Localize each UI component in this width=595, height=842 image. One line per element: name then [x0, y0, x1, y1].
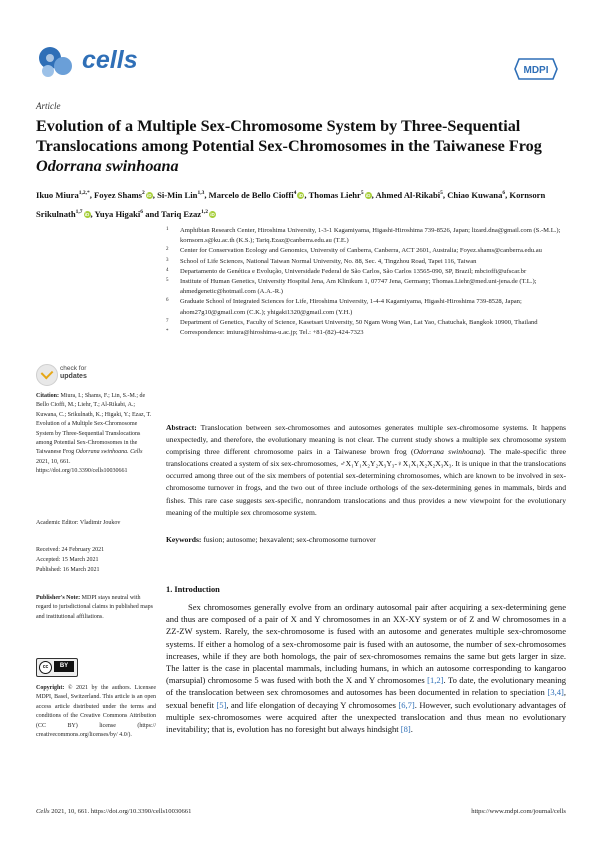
citation-journal: Cells — [130, 449, 143, 456]
author-separator: and — [143, 208, 162, 219]
author-affiliation-sup: 5 — [360, 190, 364, 196]
affiliation-item — [166, 277, 566, 297]
citation-species: Odorrana swinhoana. — [75, 449, 129, 456]
affiliation-text: Department of Genetics, Faculty of Science, Kasetsart University, 50 Ngam Wong Wan, Lat Yao, Chatuchak, Bangkok 10900, Thailand — [180, 318, 538, 326]
publisher-name: MDPI — [523, 65, 549, 76]
author-name[interactable]: Foyez Shams — [94, 189, 143, 200]
footer-journal: Cells — [36, 808, 50, 815]
affiliation-number: 1 — [166, 227, 169, 232]
affiliation-text: School of Life Sciences, National Taiwan Normal University, No. 88, Sec. 4, Tingzhou Road, Tapei 116, Taiwan — [180, 257, 477, 265]
affiliation-number: * — [166, 329, 169, 335]
affiliation-number: 5 — [166, 278, 169, 284]
copyright-label: Copyright: — [36, 685, 65, 691]
publisher-logo[interactable] — [514, 58, 558, 80]
check-for-updates-button[interactable] — [36, 364, 156, 386]
page-footer — [36, 808, 566, 815]
citation-link[interactable]: [1,2] — [427, 675, 444, 686]
copyright-block — [36, 684, 156, 740]
author-separator: , — [304, 189, 309, 200]
copyright-text: © 2021 by the authors. Licensee MDPI, Basel, Switzerland. This article is an open access article distributed under the terms and conditions of the Creative Commons Attribution (CC BY) license (https:// creativecommons.org/licenses/by/ 4.0/). — [36, 685, 156, 739]
intro-text: . However, such evolutionary advantages of multiple sex-chromosomes were acquired after the unexpected translocation and thus mean no evolutionary inevitability; that is, evolution has no foresight but always hindsight — [166, 699, 566, 735]
title-main: Evolution of a Multiple Sex-Chromosome System by Three-Sequential Translocations among Potential Sex-Chromosomes in the Taiwanese Frog — [36, 117, 542, 155]
affiliation-item — [166, 318, 566, 328]
affiliation-item — [166, 297, 566, 317]
affiliation-text: Amphibian Research Center, Hiroshima University, 1-3-1 Kagamiyama, Higashi-Hiroshima 739-8526, Japan; lizard.dna@gmail.com (S.-M.L.); kornsorn.s@ku.ac.th (K.S.); Tariq.Ezaz@canberra.edu.au (T.E.) — [180, 227, 561, 245]
affiliation-item — [166, 246, 566, 256]
author-name[interactable]: Si-Min Lin — [157, 189, 198, 200]
author-affiliation-sup: 1,7 — [75, 208, 83, 215]
author-affiliation-sup: 5 — [440, 190, 443, 196]
author-name[interactable]: Thomas Liehr — [308, 189, 361, 200]
keywords-text: fusion; autosome; hexavalent; sex-chromosome turnover — [201, 535, 376, 544]
mdpi-logo-icon — [514, 58, 558, 80]
author-name[interactable]: Ahmed Al-Rikabi — [375, 189, 441, 200]
affiliation-number: 4 — [166, 267, 169, 273]
abstract-label: Abstract: — [166, 423, 197, 432]
author-name[interactable]: Marcelo de Bello Cioffi — [208, 189, 294, 200]
article-title — [36, 116, 566, 176]
cc-icon: cc — [39, 661, 52, 674]
footer-doi[interactable]: 2021, 10, 661. https://doi.org/10.3390/cells10030661 — [49, 808, 192, 815]
author-affiliation-sup: 6 — [502, 190, 506, 196]
affiliation-number: 3 — [166, 257, 169, 263]
citation-link[interactable]: [6,7] — [398, 699, 415, 710]
affiliation-item — [166, 267, 566, 277]
citation-block — [36, 392, 156, 477]
affiliation-number: 6 — [166, 298, 169, 304]
author-name[interactable]: Ikuo Miura — [36, 189, 79, 200]
author-separator: , — [152, 189, 158, 200]
author-affiliation-sup: 1,2,* — [78, 190, 90, 196]
author-list — [36, 185, 566, 223]
abstract-part1: Translocation between sex-chromosomes and autosomes generates multiple sex-chromosome systems. It happens unexpectedly, and therefore, the evolutionary meaning is not clear. The current study shows a multiple sex chromosome system comprising three different chromosome pairs in a Taiwanese brown frog ( — [166, 423, 566, 457]
academic-editor: Academic Editor: Vladimir Joukov — [36, 520, 121, 526]
by-icon: BY — [54, 661, 74, 672]
journal-logo[interactable] — [36, 42, 176, 84]
abstract — [166, 422, 566, 519]
author-name[interactable]: Yuya Higaki — [94, 208, 141, 219]
author-name[interactable]: Tariq Ezaz — [161, 208, 202, 219]
introduction-paragraph — [166, 601, 566, 735]
section-heading: 1. Introduction — [166, 585, 220, 594]
published-date: Published: 16 March 2021 — [36, 567, 100, 573]
citation-link[interactable]: [3,4] — [547, 687, 564, 698]
author-affiliation-sup: 2 — [142, 190, 145, 196]
keywords — [166, 534, 566, 546]
author-separator: , — [89, 189, 95, 200]
citation-tail[interactable]: 2021, 10, 661. https://doi.org/10.3390/cells10030661 — [36, 458, 128, 475]
author-separator: , — [442, 189, 448, 200]
citation-text: Miura, I.; Shams, F.; Lin, S.-M.; de Bello Cioffi, M.; Liehr, T.; Al-Rikabi, A.; Kuwana, C.; Srikulnath, K.; Higaki, Y.; Ezaz, T. Evolution of a Multiple Sex-Chromosome System by Three-Sequential Translocations among Potential Sex-Chromosomes in the Taiwanese Frog — [36, 393, 152, 456]
orcid-icon[interactable]: iD — [84, 211, 90, 217]
check-updates-line2: updates — [60, 373, 87, 380]
affiliation-number: 7 — [166, 318, 169, 324]
citation-link[interactable]: [5] — [216, 699, 227, 710]
affiliation-text: Departamento de Genética e Evolução, Universidade Federal de São Carlos, São Carlos 13565-090, SP, Brazil; mbcioffi@ufscar.br — [180, 267, 527, 275]
affiliation-text: Center for Conservation Ecology and Genomics, University of Canberra, Canberra, ACT 2601, Australia; Foyez.shams@canberra.edu.au — [180, 247, 542, 255]
abstract-species: Odorrana swinhoana — [413, 447, 482, 457]
author-separator: , — [204, 189, 209, 200]
citation-link[interactable]: [8] — [400, 724, 411, 735]
intro-text: . — [410, 724, 413, 735]
intro-text: , and life elongation of decaying Y chromosomes — [226, 699, 399, 710]
publisher-note-label: Publisher's Note: — [36, 595, 81, 601]
article-type: Article — [36, 101, 61, 111]
affiliation-item — [166, 257, 566, 267]
cells-logo-icon — [36, 44, 76, 80]
author-name[interactable]: Chiao Kuwana — [447, 189, 503, 200]
orcid-icon[interactable]: iD — [147, 192, 152, 198]
affiliations — [166, 226, 566, 338]
title-species: Odorrana swinhoana — [36, 157, 179, 175]
affiliation-item — [166, 328, 566, 338]
cc-by-license-badge[interactable] — [36, 658, 78, 677]
publisher-note — [36, 594, 156, 622]
check-icon — [36, 364, 58, 386]
citation-label: Citation: — [36, 393, 59, 399]
abstract-part2: ). The male-specific three translocations created a system of six sex-chromosomes, ♂X₁Y₁X₂Y₂X₃Y₃-♀X₁X₁X₂X₂X₃X₃. It is unique in that the translocations occurred among three out of the six members of potential sex-determining chromosomes, which are known to be involved in sex-chromosome turnover in frogs, and the two out of three include orthologs of the sex-determining genes in mammals, birds and fishes. This rare case suggests sex-specific, nonrandom translocations and thus provides a new viewpoint for the evolutionary meaning of the multiple sex chromosome system. — [166, 447, 566, 517]
affiliation-item — [166, 226, 566, 246]
received-date: Received: 24 February 2021 — [36, 547, 105, 553]
author-affiliation-sup: 6 — [140, 208, 144, 215]
keywords-label: Keywords: — [166, 535, 202, 544]
author-separator: , — [371, 189, 376, 200]
journal-name: cells — [82, 46, 138, 74]
orcid-icon[interactable]: iD — [365, 192, 371, 198]
intro-text: . To date, the evolutionary meaning of the translocation between sex chromosomes and autosomes has been documented in relation to speciation — [166, 675, 566, 698]
publisher-note-text: MDPI stays neutral with regard to jurisdictional claims in published maps and institutional affiliations. — [36, 595, 153, 620]
intro-text: Sex chromosomes generally evolve from an ordinary autosomal pair after acquiring a sex-determining gene and thus are composed of a pair of X and Y chromosomes in an XX-XY system or of Z and W chromosomes in a ZZ-ZW system. Rarely, the sex-chromosome is fused with an autosome and generates multiple sex-chromosome systems. If either a homolog of a sex-chromosome pair is fused with an autosome, the number of sex-chromosomes increases, while if they are both homologs, the pair of sex-chromosomes remains the same but gets larger in size. The latter is the case in placental mammals, including humans, in which an autosome corresponding to kangaroo (marsupial) chromosome 5 was fused with both the X and Y chromosomes — [166, 602, 566, 686]
check-updates-line1: check for — [60, 365, 87, 372]
author-separator: , — [90, 208, 95, 219]
orcid-icon[interactable]: iD — [298, 192, 304, 198]
author-separator: , — [505, 189, 510, 200]
author-affiliation-sup: 1,2 — [201, 208, 208, 215]
author-affiliation-sup: 4 — [293, 190, 297, 196]
affiliation-text: Graduate School of Integrated Sciences for Life, Hiroshima University, 1-4-4 Kagamiyama, Higashi-Hiroshima 739-8528, Japan; ahom27g10@gmail.com (C.K.); yhigaki1320@gmail.com (Y.H.) — [180, 298, 522, 316]
accepted-date: Accepted: 15 March 2021 — [36, 557, 99, 563]
affiliation-text: Correspondence: imiura@hiroshima-u.ac.jp; Tel.: +81-(82)-424-7323 — [180, 329, 364, 337]
author-name[interactable]: Kornsorn Srikulnath — [36, 189, 546, 219]
affiliation-number: 2 — [166, 247, 169, 253]
intro-text: , sexual benefit — [166, 687, 566, 710]
author-affiliation-sup: 1,3 — [197, 190, 205, 196]
orcid-icon[interactable]: iD — [210, 211, 215, 217]
footer-journal-url[interactable]: https://www.mdpi.com/journal/cells — [471, 808, 566, 815]
affiliation-text: Institute of Human Genetics, University Hospital Jena, Am Klinikum 1, 07747 Jena, Germany; Thomas.Liehr@med.uni-jena.de (T.L.); ahmedgenetic@hotmail.com (A.A.-R.) — [180, 278, 537, 296]
